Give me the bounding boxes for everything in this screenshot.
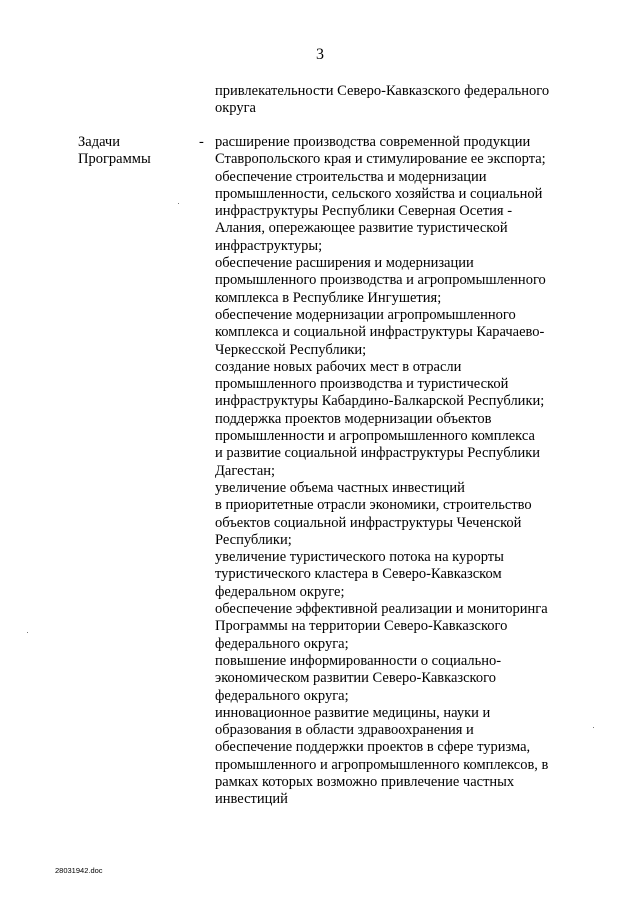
continuation-line: округа: [215, 100, 256, 117]
dash-separator: -: [199, 134, 204, 150]
task-line: Ставропольского края и стимулирование ее экспорта;: [215, 151, 546, 168]
scan-speck: [593, 727, 594, 728]
task-line: Республики;: [215, 531, 292, 548]
task-line: Программы на территории Северо-Кавказского: [215, 618, 508, 635]
task-line: обеспечение расширения и модернизации: [215, 255, 474, 272]
task-line: промышленного и агропромышленного комплексов, в: [215, 756, 549, 773]
continuation-line: привлекательности Северо-Кавказского федерального: [215, 83, 550, 99]
task-line: Дагестан;: [215, 462, 276, 479]
task-list: [215, 134, 585, 809]
task-line: промышленного производства и агропромышленного: [215, 272, 546, 289]
task-line: инфраструктуры Кабардино-Балкарской Республики;: [215, 393, 545, 410]
page-number: 3: [316, 46, 324, 63]
continuation-text: [215, 83, 580, 118]
task-line: рамках которых возможно привлечение частных: [215, 773, 515, 790]
task-line: инвестиций: [215, 791, 288, 808]
task-line: Черкесской Республики;: [215, 341, 367, 358]
task-line: расширение производства современной продукции: [215, 134, 531, 150]
task-line: экономическом развитии Северо-Кавказского: [215, 670, 496, 687]
task-line: и развитие социальной инфраструктуры Республики: [215, 445, 541, 462]
task-line: обеспечение модернизации агропромышленного: [215, 306, 516, 323]
section-label: [78, 134, 188, 169]
task-line: увеличение объема частных инвестиций: [215, 479, 465, 496]
task-line: федеральном округе;: [215, 583, 345, 600]
section-label-line: Программы: [78, 151, 151, 168]
task-line: инновационное развитие медицины, науки и: [215, 704, 491, 721]
task-line: повышение информированности о социально-: [215, 652, 502, 669]
task-line: федерального округа;: [215, 635, 349, 652]
task-line: промышленного производства и туристической: [215, 376, 509, 393]
task-line: Алания, опережающее развитие туристической: [215, 220, 508, 237]
task-line: промышленности, сельского хозяйства и социальной: [215, 185, 543, 202]
task-line: туристического кластера в Северо-Кавказском: [215, 566, 502, 583]
task-line: федерального округа;: [215, 687, 349, 704]
task-line: объектов социальной инфраструктуры Чеченской: [215, 514, 522, 531]
task-line: инфраструктуры;: [215, 237, 323, 254]
footer-filename: 28031942.doc: [55, 866, 103, 875]
scan-speck: [178, 203, 179, 204]
scan-speck: [27, 632, 28, 633]
task-line: обеспечение эффективной реализации и мониторинга: [215, 601, 548, 618]
task-line: промышленности и агропромышленного комплекса: [215, 428, 535, 445]
task-line: в приоритетные отрасли экономики, строительство: [215, 497, 532, 514]
task-line: комплекса в Республике Ингушетия;: [215, 289, 442, 306]
task-line: инфраструктуры Республики Северная Осетия -: [215, 203, 513, 220]
task-line: создание новых рабочих мест в отрасли: [215, 358, 462, 375]
section-label-line: Задачи: [78, 134, 120, 150]
task-line: комплекса и социальной инфраструктуры Карачаево-: [215, 324, 545, 341]
task-line: поддержка проектов модернизации объектов: [215, 410, 492, 427]
task-line: обеспечение поддержки проектов в сфере туризма,: [215, 739, 531, 756]
task-line: образования в области здравоохранения и: [215, 722, 474, 739]
task-line: увеличение туристического потока на курорты: [215, 549, 504, 566]
task-line: обеспечение строительства и модернизации: [215, 168, 487, 185]
